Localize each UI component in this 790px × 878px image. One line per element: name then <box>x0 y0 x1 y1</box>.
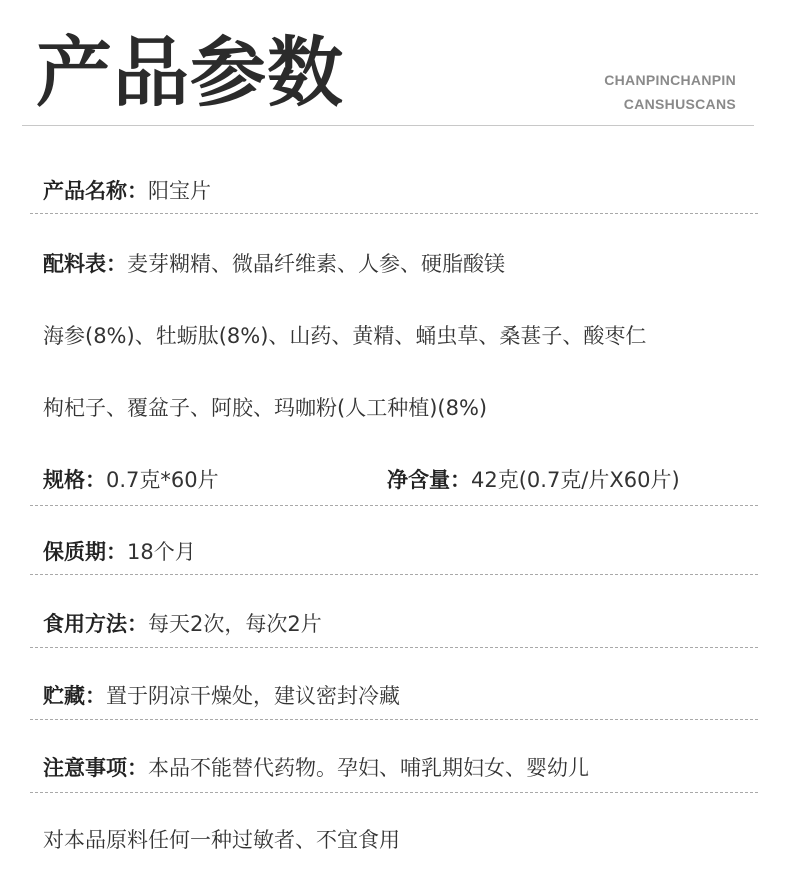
divider-6 <box>30 792 758 793</box>
ingredients-row-3 <box>43 393 759 423</box>
notes-row-2 <box>43 825 759 855</box>
usage-row <box>43 609 759 639</box>
ingredients-label: 配料表： <box>43 252 127 276</box>
notes-line-1: 本品不能替代药物。孕妇、哺乳期妇女、婴幼儿 <box>148 756 589 780</box>
divider-5 <box>30 719 758 720</box>
ingredients-line-1: 麦芽糊精、微晶纤维素、人参、硬脂酸镁 <box>127 252 505 276</box>
ingredients-row <box>43 249 759 279</box>
spec-value: 0.7克*60片 <box>106 468 219 492</box>
usage-value: 每天2次，每次2片 <box>148 612 322 636</box>
storage-label: 贮藏： <box>43 684 106 708</box>
page-subtitle <box>604 68 736 116</box>
net-content <box>387 465 680 495</box>
divider-3 <box>30 574 758 575</box>
usage-label: 食用方法： <box>43 612 148 636</box>
page-header <box>0 0 790 126</box>
shelf-life-row <box>43 537 759 567</box>
divider-2 <box>30 505 758 506</box>
storage-row <box>43 681 759 711</box>
spec-label: 规格： <box>43 468 106 492</box>
ingredients-line-2: 海参(8%)、牡蛎肽(8%)、山药、黄精、蛹虫草、桑葚子、酸枣仁 <box>43 324 647 348</box>
subtitle-line-1: CHANPINCHANPIN <box>604 72 736 88</box>
storage-value: 置于阴凉干燥处，建议密封冷藏 <box>106 684 400 708</box>
divider-4 <box>30 647 758 648</box>
ingredients-row-2 <box>43 321 759 351</box>
notes-label: 注意事项： <box>43 756 148 780</box>
product-name-label: 产品名称： <box>43 179 148 203</box>
spec-row <box>43 465 759 495</box>
product-name-row <box>43 176 759 206</box>
net-content-value: 42克(0.7克/片X60片) <box>471 468 680 492</box>
product-name-value: 阳宝片 <box>148 179 211 203</box>
ingredients-line-3: 枸杞子、覆盆子、阿胶、玛咖粉(人工种植)(8%) <box>43 396 488 420</box>
header-divider <box>22 125 754 126</box>
notes-row <box>43 753 759 783</box>
shelf-life-value: 18个月 <box>127 540 196 564</box>
subtitle-line-2: CANSHUSCANS <box>623 96 736 112</box>
page-title: 产品参数 <box>36 28 344 117</box>
shelf-life-label: 保质期： <box>43 540 127 564</box>
notes-line-2: 对本品原料任何一种过敏者、不宜食用 <box>43 828 400 852</box>
divider-1 <box>30 213 758 214</box>
net-content-label: 净含量： <box>387 468 471 492</box>
